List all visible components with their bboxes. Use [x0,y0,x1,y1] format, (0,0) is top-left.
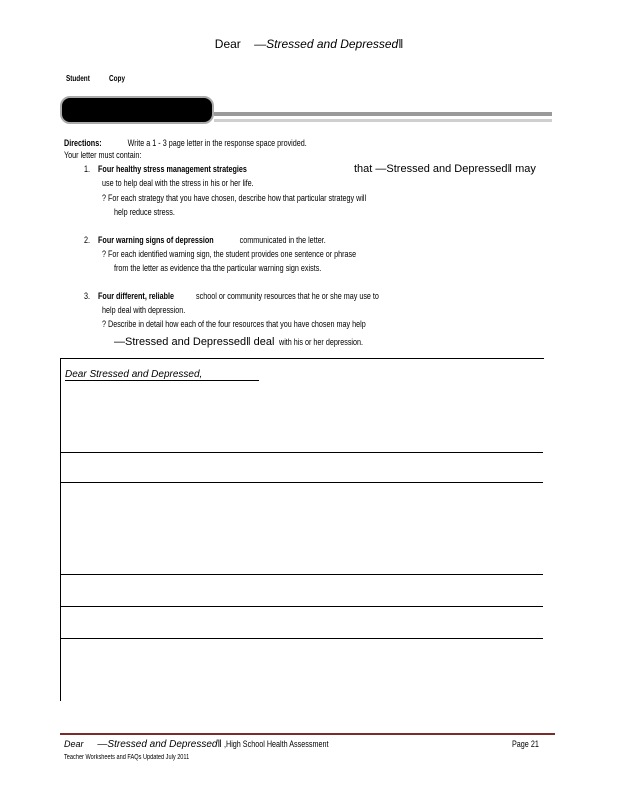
directions-line2: Your letter must contain: [64,150,142,160]
response-rule-2 [60,482,543,483]
footer-dear: Dear [64,739,84,749]
item2-number: 2. [84,235,91,245]
directions-label: Directions: [64,138,102,148]
item3-bold: Four different, reliable [98,291,175,301]
footer-rule [60,733,555,735]
footer-rest: ,High School Health Assessment [224,739,329,749]
item1-line2: use to help deal with the stress in his or her life. [102,178,254,188]
footer-quote: —Stressed and Depressed‖ [97,739,222,750]
salutation: Dear Stressed and Depressed, [65,369,259,381]
redaction-box [60,96,214,124]
title-prefix: Dear [214,37,241,51]
title-quote: —Stressed and Depressed‖ [254,37,404,51]
item1-sub1: ? For each strategy that you have chosen, describe how that particular strategy will [102,193,367,203]
footer-line1 [64,739,554,750]
directions-text: Write a 1 - 3 page letter in the response space provided. [127,138,307,148]
item1-number: 1. [84,164,91,174]
item3-rest: school or community resources that he or she may use to [196,291,379,301]
item1-lead-rest: that —Stressed and Depressed‖ may [354,163,536,175]
page-number: Page 21 [512,739,540,749]
item1-lead [84,163,247,175]
item2-sub1: ? For each identified warning sign, the student provides one sentence or phrase [102,249,357,259]
response-rule-5 [60,638,543,639]
item3-sub2-rest: with his or her depression. [278,337,363,347]
response-area[interactable] [60,358,544,701]
response-rule-1 [60,452,543,453]
page-title [0,37,618,51]
item3-sub1: ? Describe in detail how each of the four resources that you have chosen may help [102,319,366,329]
item3-sub2 [114,332,384,350]
copy-label: Copy [109,74,126,83]
response-rule-3 [60,574,543,575]
student-copy-label [66,74,144,83]
item3-sub2-quote: —Stressed and Depressed‖ deal [114,336,275,348]
item1-bold: Four healthy stress management strategies [98,164,247,174]
item1-sub2: help reduce stress. [114,207,175,217]
item3-lead [84,290,379,302]
item2-bold: Four warning signs of depression [98,235,214,245]
directions-line1 [64,137,307,149]
item2-sub2: from the letter as evidence tha tthe particular warning sign exists. [114,263,322,273]
item2-lead [84,234,326,246]
item3-number: 3. [84,291,91,301]
header-rule-light [214,119,552,122]
footer-line2: Teacher Worksheets and FAQs Updated July 2011 [64,754,190,761]
student-label: Student [66,74,90,83]
response-rule-4 [60,606,543,607]
header-rule-dark [214,112,552,116]
item2-rest: communicated in the letter. [239,235,326,245]
item3-line2: help deal with depression. [102,305,186,315]
